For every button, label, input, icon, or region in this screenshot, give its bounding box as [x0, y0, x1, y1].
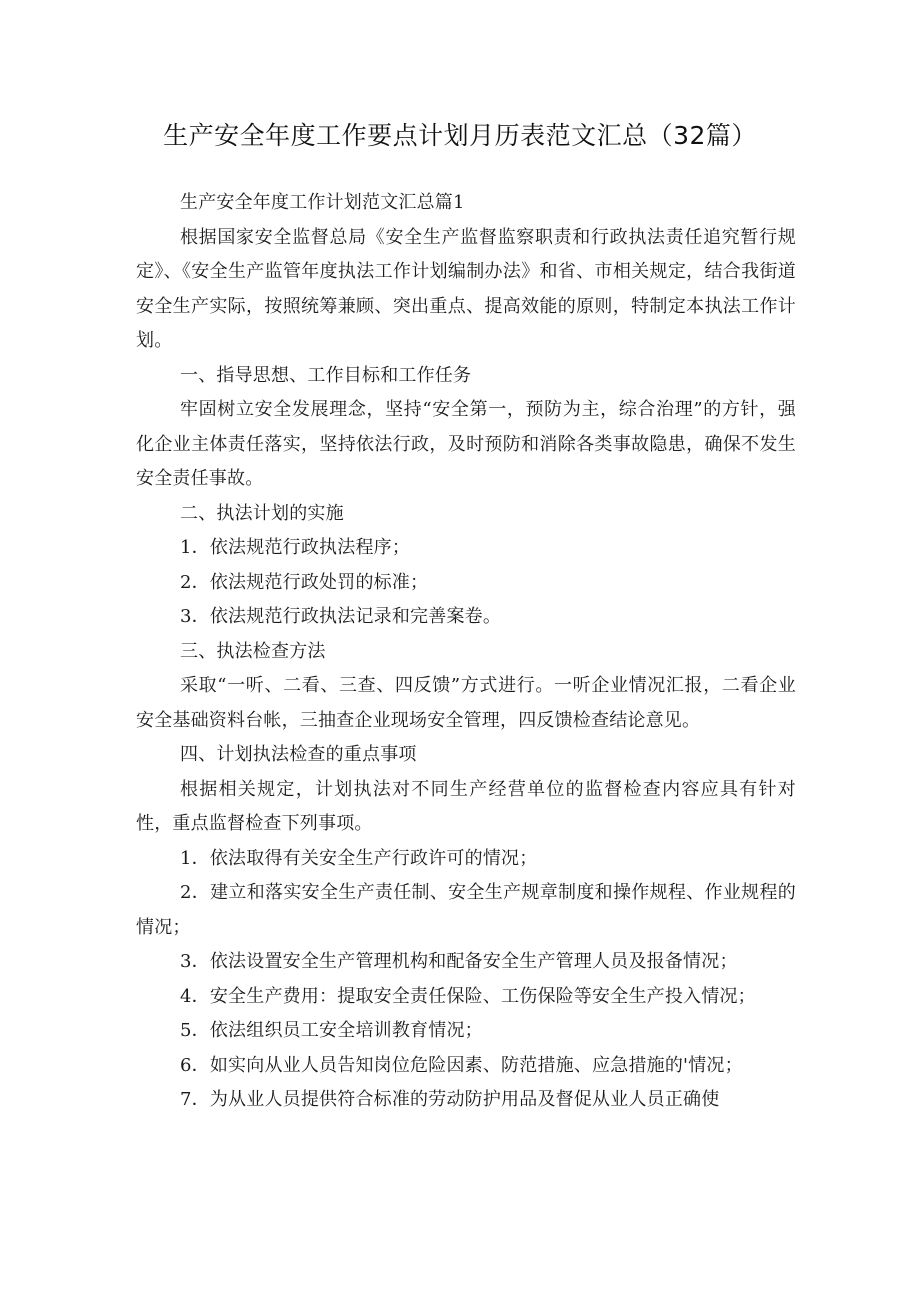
- part1-heading: 一、指导思想、工作目标和工作任务: [180, 364, 472, 386]
- part4-item: 5．依法组织员工安全培训教育情况；: [180, 1020, 483, 1041]
- part4-item: 3．依法设置安全生产管理机构和配备安全生产管理人员及报备情况；: [180, 951, 738, 972]
- document-title: 生产安全年度工作要点计划月历表范文汇总（32篇）: [163, 121, 757, 150]
- document-body: [136, 186, 796, 1118]
- part4-heading: 四、计划执法检查的重点事项: [180, 744, 417, 765]
- part2-item: 2．依法规范行政处罚的标准；: [180, 571, 429, 593]
- part4-item: 2．建立和落实安全生产责任制、安全生产规章制度和操作规程、作业规程的情况；: [136, 882, 796, 938]
- part4-item: 6．如实向从业人员告知岗位危险因素、防范措施、应急措施的'情况；: [180, 1054, 743, 1076]
- part4-item: 4．安全生产费用：提取安全责任保险、工伤保险等安全生产投入情况；: [180, 985, 756, 1007]
- part3-heading: 三、执法检查方法: [180, 640, 326, 662]
- part2-item: 3．依法规范行政执法记录和完善案卷。: [180, 606, 502, 627]
- part3-paragraph: 采取“一听、二看、三查、四反馈”方式进行。一听企业情况汇报，二看企业安全基础资料台帐，三抽查企业现场安全管理，四反馈检查结论意见。: [136, 675, 796, 731]
- part2-item: 1．依法规范行政执法程序；: [180, 537, 411, 558]
- part4-item: 7．为从业人员提供符合标准的劳动防护用品及督促从业人员正确使: [180, 1089, 720, 1110]
- section-heading: 生产安全年度工作计划范文汇总篇1: [180, 192, 465, 213]
- part1-paragraph: 牢固树立安全发展理念，坚持“安全第一，预防为主，综合治理”的方针，强化企业主体责任落实，坚持依法行政，及时预防和消除各类事故隐患，确保不发生安全责任事故。: [136, 399, 796, 489]
- intro-paragraph: 根据国家安全监督总局《安全生产监督监察职责和行政执法责任追究暂行规定》、《安全生产监管年度执法工作计划编制办法》和省、市相关规定，结合我街道安全生产实际，按照统筹兼顾、突出重点、提高效能的原则，特制定本执法工作计划。: [136, 226, 796, 351]
- part2-heading: 二、执法计划的实施: [180, 502, 344, 524]
- part4-item: 1．依法取得有关安全生产行政许可的情况；: [180, 847, 538, 869]
- part4-paragraph: 根据相关规定，计划执法对不同生产经营单位的监督检查内容应具有针对性，重点监督检查下列事项。: [136, 778, 796, 834]
